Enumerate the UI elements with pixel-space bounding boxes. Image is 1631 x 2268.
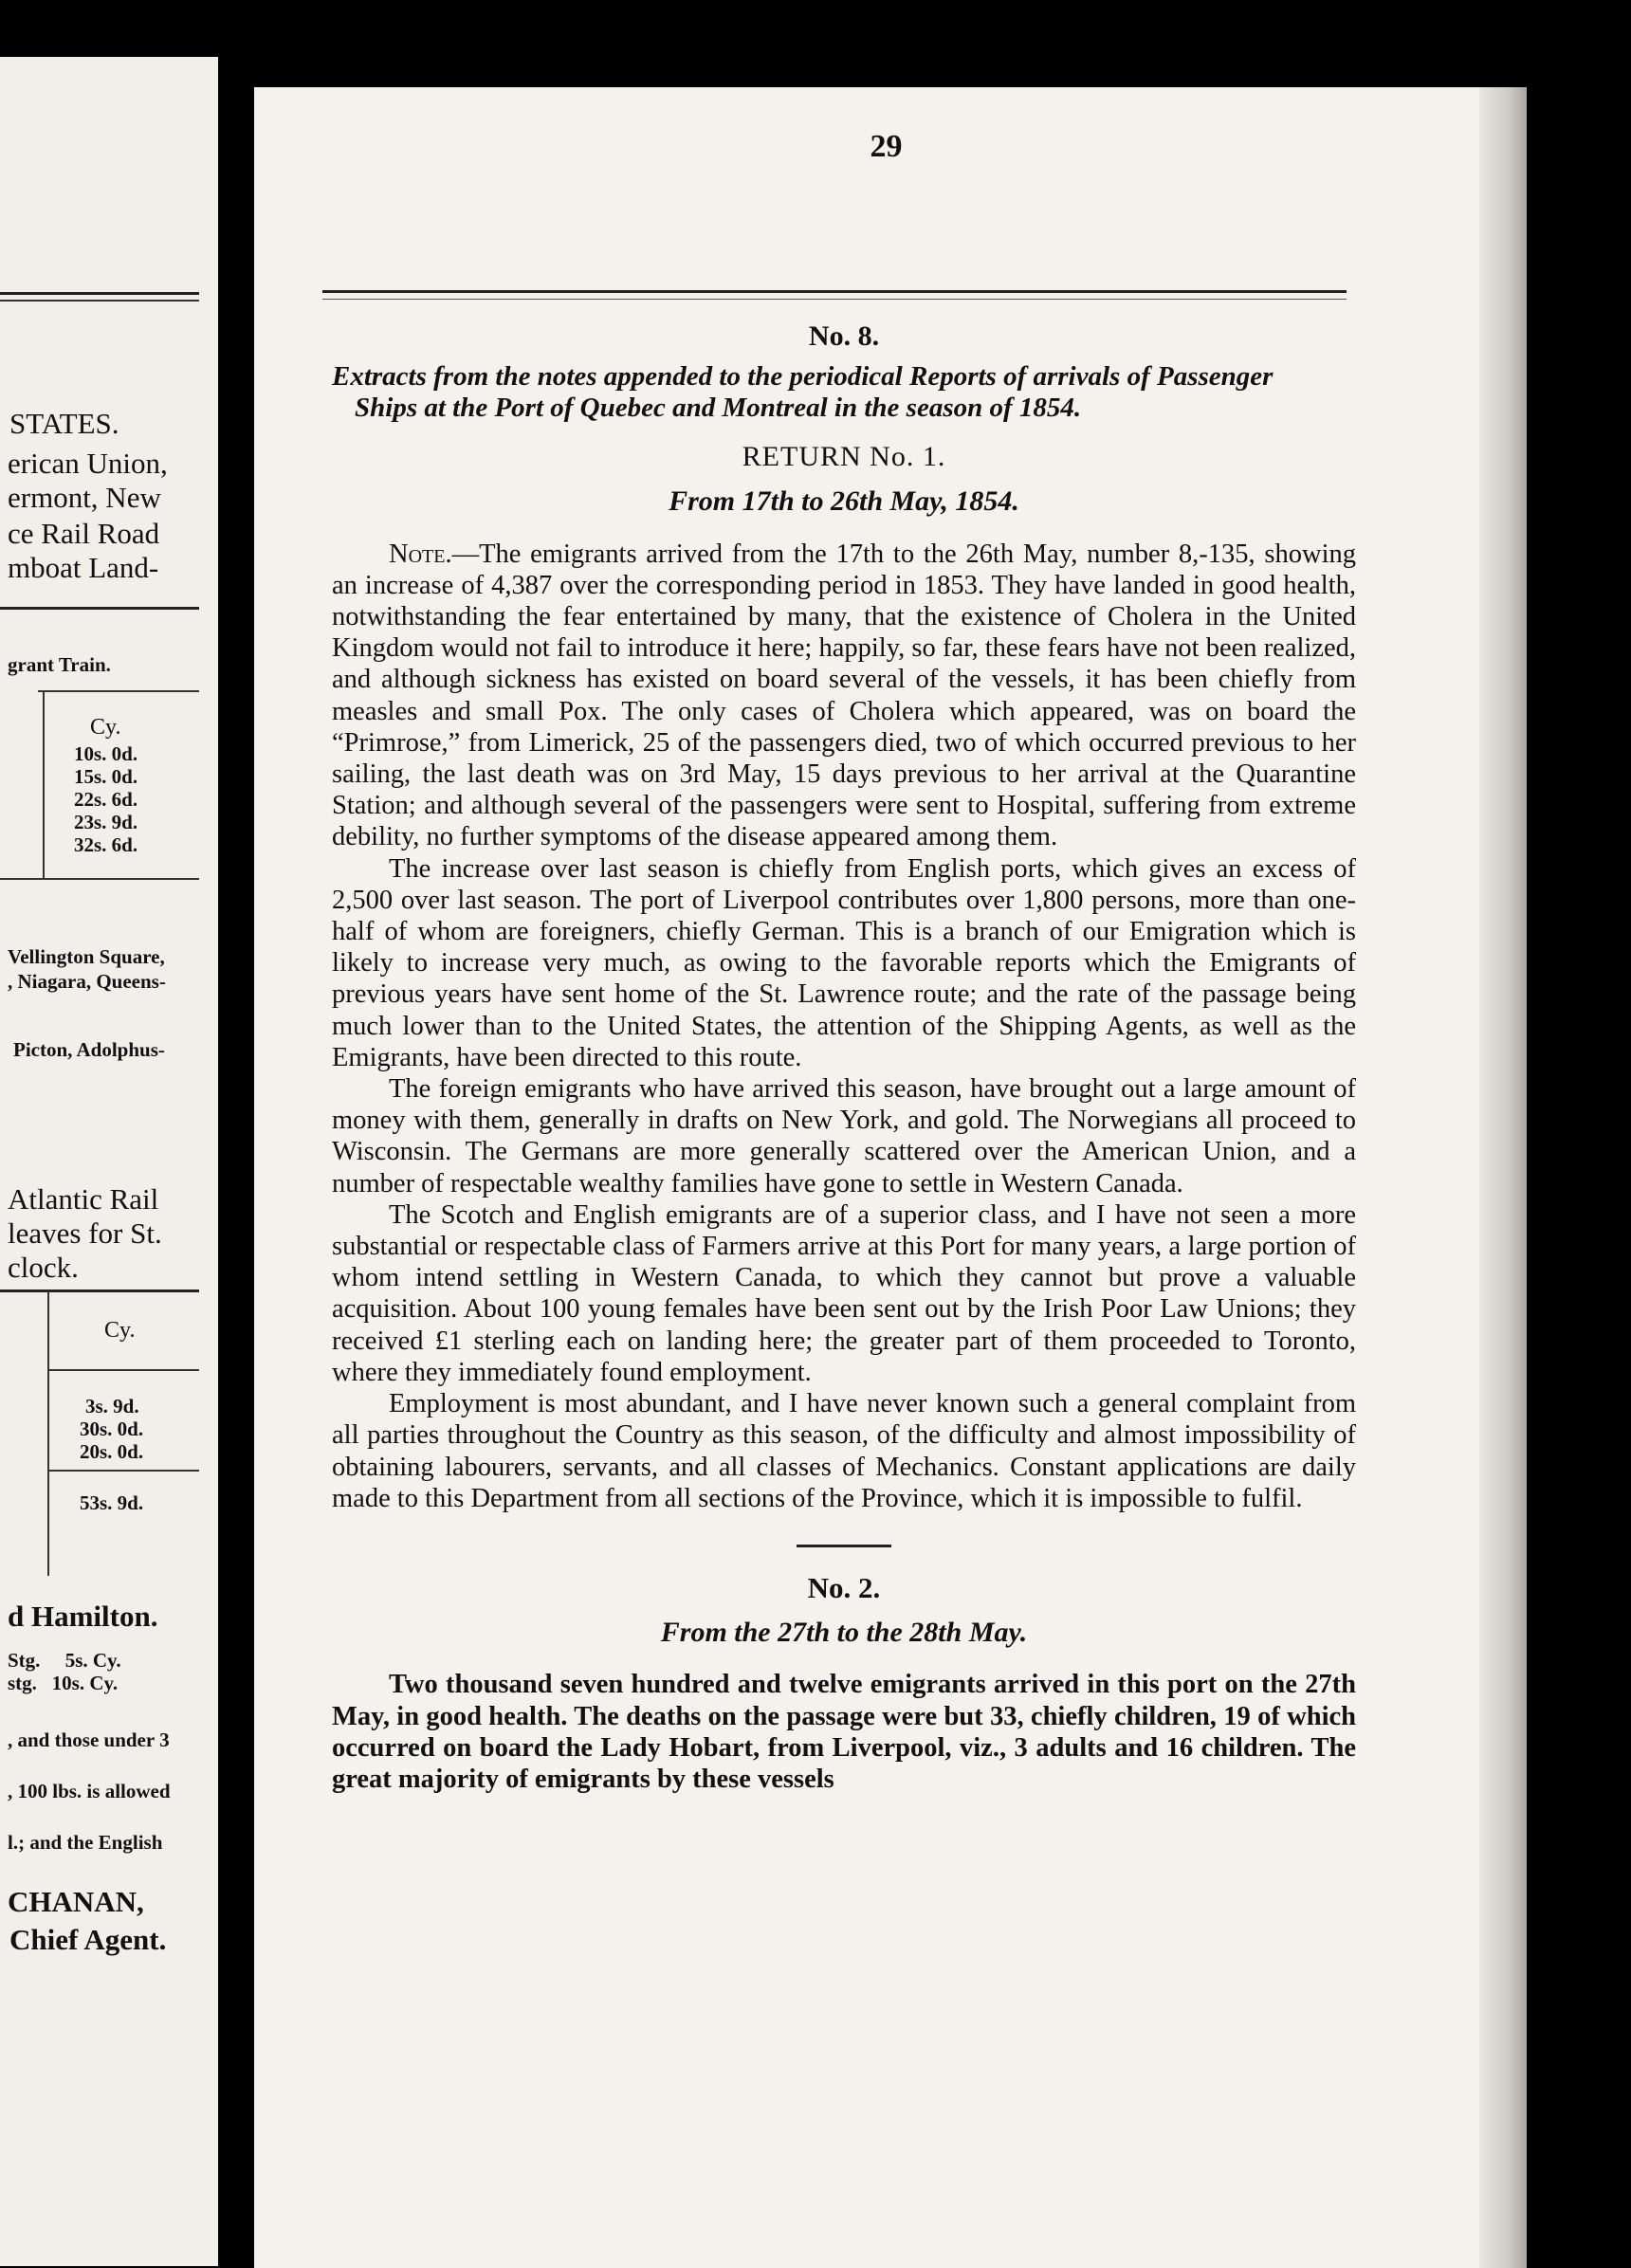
left-heading: STATES. bbox=[9, 407, 119, 440]
divider bbox=[0, 300, 199, 302]
fare: 10s. 0d. bbox=[74, 742, 138, 765]
left-line: , Niagara, Queens- bbox=[8, 970, 166, 993]
paragraph: Two thousand seven hundred and twelve emigrants arrived in this port on the 27th May, in good health. The deaths on the passage were but 33, chiefly children, 19 of which occurred on board the Lady Hobart, from Liverpool, viz., 3 adults and 16 children. The great majority of emigrants by these vessels bbox=[332, 1670, 1356, 1794]
left-line: , 100 lbs. is allowed bbox=[8, 1780, 171, 1802]
left-line: mboat Land- bbox=[8, 551, 159, 584]
page-content bbox=[332, 320, 1356, 1795]
left-line: grant Train. bbox=[8, 653, 111, 676]
extract-title-line: Ships at the Port of Quebec and Montreal in the season of 1854. bbox=[355, 393, 1082, 424]
left-line: d Hamilton. bbox=[8, 1600, 158, 1633]
left-line: erican Union, bbox=[8, 447, 168, 480]
note-paragraph bbox=[332, 539, 1356, 853]
fare-total: 53s. 9d. bbox=[80, 1491, 144, 1514]
section-number: No. 8. bbox=[808, 320, 880, 352]
previous-page-fragment bbox=[0, 57, 218, 2266]
fare: 23s. 9d. bbox=[74, 811, 138, 833]
page-number: 29 bbox=[870, 129, 903, 164]
stg-line: stg. 10s. Cy. bbox=[8, 1672, 119, 1694]
paragraph-text: —The emigrants arrived from the 17th to the 26th May, number 8,-135, showing an increase of 4,387 over the corresponding period in 1853. They have landed in good health, notwithstanding the fear entertained by many, that the existence of Cholera in the United Kingdom would not fail to introduce it here; happily, so far, these fears have not been realized, and although sickness has existed on board several of the vessels, it has been chiefly from measles and small Pox. The only cases of Cholera which appeared, was on board the “Primrose,” from Limerick, 25 of the passengers died, two of which occurred previous to her sailing, the last death was on 3rd May, 15 days previous to her arrival at the Quarantine Station; and although several of the passengers were sent to Hospital, suffering from extreme debility, no further symptoms of the disease appeared among them. bbox=[332, 539, 1356, 852]
fare: 32s. 6d. bbox=[74, 833, 138, 856]
agent-title: Chief Agent. bbox=[9, 1923, 167, 1956]
table-rule bbox=[47, 1291, 49, 1576]
fare: 3s. 9d. bbox=[85, 1395, 139, 1418]
paragraph: The foreign emigrants who have arrived this season, have brought out a large amount of money with them, generally in drafts on New York, and gold. The Norwegians all proceed to Wisconsin. The Germans are more generally scattered over the American Union, and a number of respectable wealthy families have gone to settle in Western Canada. bbox=[332, 1074, 1356, 1198]
section-divider bbox=[797, 1545, 891, 1547]
fare: 15s. 0d. bbox=[74, 765, 138, 788]
divider bbox=[38, 690, 199, 692]
left-line: ermont, New bbox=[8, 481, 161, 514]
note-label: Note. bbox=[389, 539, 452, 569]
fare: 30s. 0d. bbox=[80, 1418, 144, 1440]
divider bbox=[49, 1470, 199, 1472]
divider bbox=[49, 1369, 199, 1371]
left-line: clock. bbox=[8, 1251, 79, 1284]
divider bbox=[0, 607, 199, 610]
left-line: l.; and the English bbox=[8, 1831, 163, 1854]
left-line: Picton, Adolphus- bbox=[13, 1038, 165, 1061]
left-line: Atlantic Rail bbox=[8, 1182, 159, 1216]
divider bbox=[0, 1289, 199, 1292]
return-dates: From 17th to 26th May, 1854. bbox=[669, 485, 1019, 518]
paragraph: The increase over last season is chiefly from English ports, which gives an excess of 2,500 over last season. The port of Liverpool contributes over 1,800 persons, more than one-half of whom are foreigners, chiefly German. This is a branch of our Emigration which is likely to increase very much, as owing to the favorable reports which the Emigrants of previous years have sent home of the St. Lawrence route; and the rate of the passage being much lower than to the United States, the attention of the Shipping Agents, as well as the Emigrants, have been directed to this route. bbox=[332, 853, 1356, 1072]
table-rule bbox=[43, 690, 45, 880]
divider bbox=[0, 878, 199, 880]
section-number: No. 2. bbox=[807, 1570, 881, 1604]
extract-title bbox=[332, 361, 1356, 424]
currency-header: Cy. bbox=[90, 715, 121, 740]
extract-title-line: Extracts from the notes appended to the periodical Reports of arrivals of Passenger bbox=[332, 361, 1274, 393]
divider bbox=[0, 292, 199, 295]
left-line: ce Rail Road bbox=[8, 517, 160, 550]
currency-header: Cy. bbox=[104, 1318, 136, 1343]
paragraph: Employment is most abundant, and I have never known such a general complaint from all parties throughout the Country as this season, of the difficulty and almost impossibility of obtaining labourers, servants, and all classes of Mechanics. Constant applications are daily made to this Department from all sections of the Province, which it is impossible to fulfil. bbox=[332, 1389, 1356, 1513]
header-rule bbox=[322, 290, 1347, 300]
return-title: RETURN No. 1. bbox=[742, 441, 946, 473]
left-line: Vellington Square, bbox=[8, 945, 165, 968]
left-line: leaves for St. bbox=[8, 1216, 162, 1250]
stg-line: Stg. 5s. Cy. bbox=[8, 1649, 121, 1672]
section-dates: From the 27th to the 28th May. bbox=[660, 1617, 1028, 1649]
page-edge bbox=[1479, 87, 1527, 2268]
fare: 20s. 0d. bbox=[80, 1440, 144, 1463]
agent-name: CHANAN, bbox=[8, 1885, 144, 1918]
paragraph: The Scotch and English emigrants are of a superior class, and I have not seen a more substantial or respectable class of Farmers arrive at this Port for many years, a large portion of whom intend settling in Western Canada, to which they cannot but prove a valuable acquisition. About 100 young females have been sent out by the Irish Poor Law Unions; they received £1 sterling each on landing here; the greater part of them proceeded to Toronto, where they immediately found employment. bbox=[332, 1199, 1356, 1387]
left-line: , and those under 3 bbox=[8, 1728, 170, 1751]
fare: 22s. 6d. bbox=[74, 788, 138, 811]
